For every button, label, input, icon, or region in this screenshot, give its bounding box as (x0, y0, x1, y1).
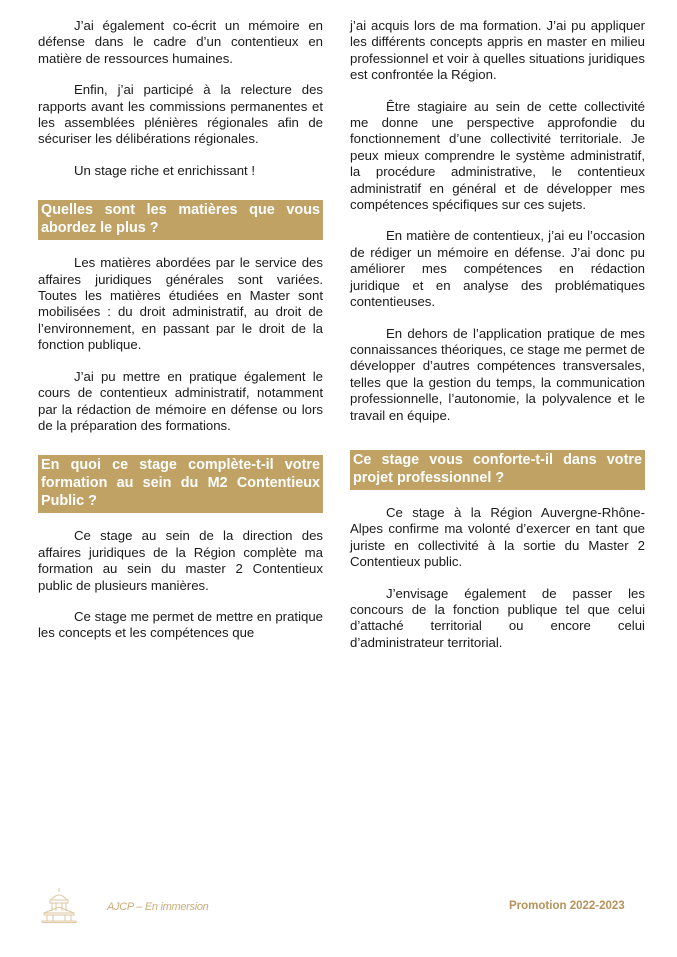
paragraph: Ce stage me permet de mettre en pratique les concepts et les compétences que (38, 608, 323, 641)
paragraph: Les matières abordées par le service des affaires juridiques générales sont variées. Toutes les matières étudiées en Master sont mobilisées : du droit administratif, au droit de l’environnement, en passant par le droit de la fonction publique. (38, 255, 323, 353)
section-heading: Quelles sont les matières que vous abordez le plus ? (38, 200, 323, 240)
paragraph: j’ai acquis lors de ma formation. J’ai pu appliquer les différents concepts appris en master en milieu professionnel et voir à quelles situations juridiques est confrontée la Région. (350, 18, 645, 83)
paragraph: En dehors de l’application pratique de mes connaissances théoriques, ce stage me permet de développer d’autres compétences transversales, telles que la gestion du temps, la communication professionnelle, l’autonomie, la polyvalence et le travail en équipe. (350, 325, 645, 423)
paragraph: Un stage riche et enrichissant ! (74, 162, 256, 178)
section-heading: En quoi ce stage complète-t-il votre formation au sein du M2 Contentieux Public ? (38, 455, 323, 513)
paragraph: Ce stage au sein de la direction des affaires juridiques de la Région complète ma formation au sein du master 2 Contentieux public de plusieurs manières. (38, 528, 323, 593)
paragraph: Être stagiaire au sein de cette collectivité me donne une perspective approfondie du fonctionnement d’une collectivité territoriale. Je peux mieux comprendre le système administratif, la procédure administrative, le contentieux administratif en général et de développer mes compétences spécifiques sur ces sujets. (350, 98, 645, 213)
section-heading: Ce stage vous conforte-t-il dans votre projet professionnel ? (350, 450, 645, 490)
paragraph: Ce stage à la Région Auvergne-Rhône-Alpes confirme ma volonté d’exercer en tant que juriste en collectivité à la sortie du Master 2 Contentieux public. (350, 504, 645, 570)
paragraph: Enfin, j’ai participé à la relecture des rapports avant les commissions permanentes et les assemblées plénières régionales afin de sécuriser les délibérations régionales. (38, 82, 323, 147)
footer-promotion: Promotion 2022-2023 (509, 900, 625, 912)
right-column (350, 18, 645, 651)
paragraph: J’envisage également de passer les concours de la fonction publique tel que celui d’attaché territorial ou encore celui d’administrateur territorial. (350, 585, 645, 650)
paragraph: J’ai pu mettre en pratique également le cours de contentieux administratif, notamment par la rédaction de mémoire en défense ou lors de la préparation des formations. (38, 368, 323, 433)
footer-title: AJCP – En immersion (107, 901, 209, 913)
left-column (38, 18, 323, 642)
paragraph: En matière de contentieux, j’ai eu l’occasion de rédiger un mémoire en défense. J’ai donc pu améliorer mes compétences en rédaction juridique et en analyse des problématiques contentieuses. (350, 228, 645, 310)
paragraph: J’ai également co-écrit un mémoire en défense dans le cadre d’un contentieux en matière de ressources humaines. (38, 18, 323, 66)
building-dome-icon (40, 887, 78, 923)
